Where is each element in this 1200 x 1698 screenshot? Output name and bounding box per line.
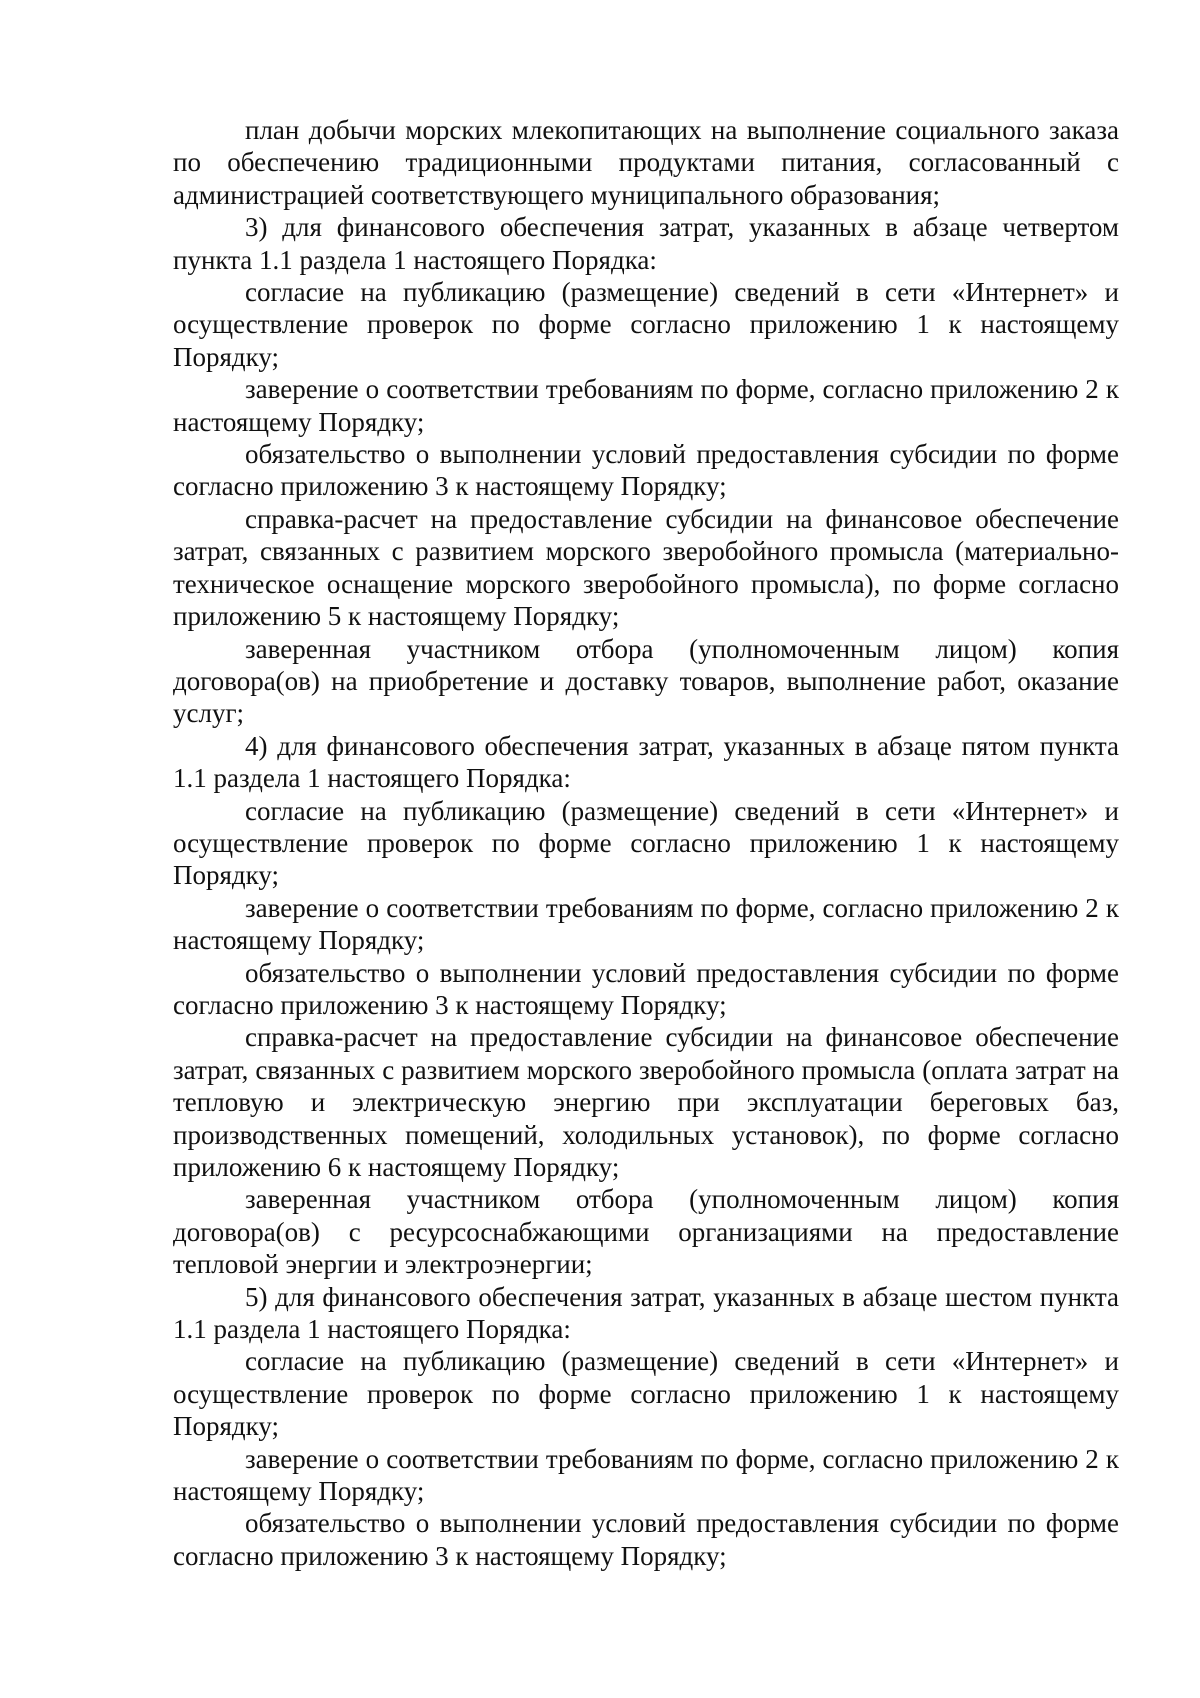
paragraph: 5) для финансового обеспечения затрат, указанных в абзаце шестом пункта 1.1 раздела 1 настоящего Порядка:	[173, 1281, 1119, 1345]
paragraph: заверенная участником отбора (уполномоченным лицом) копия договора(ов) с ресурсоснабжающими организациями на предоставление тепловой энергии и электроэнергии;	[173, 1184, 1119, 1280]
paragraph: обязательство о выполнении условий предоставления субсидии по форме согласно приложению 3 к настоящему Порядку;	[173, 957, 1119, 1020]
paragraph: согласие на публикацию (размещение) сведений в сети «Интернет» и осуществление проверок по форме согласно приложению 1 к настоящему Порядку;	[173, 1346, 1119, 1442]
paragraph: 4) для финансового обеспечения затрат, указанных в абзаце пятом пункта 1.1 раздела 1 настоящего Порядка:	[173, 730, 1119, 794]
paragraph: обязательство о выполнении условий предоставления субсидии по форме согласно приложению 3 к настоящему Порядку;	[173, 1508, 1119, 1571]
document-body	[173, 114, 1119, 1572]
paragraph: обязательство о выполнении условий предоставления субсидии по форме согласно приложению 3 к настоящему Порядку;	[173, 439, 1119, 502]
paragraph: заверение о соответствии требованиям по форме, согласно приложению 2 к настоящему Порядку;	[173, 1443, 1119, 1507]
paragraph: 3) для финансового обеспечения затрат, указанных в абзаце четвертом пункта 1.1 раздела 1 настоящего Порядка:	[173, 212, 1119, 275]
paragraph: согласие на публикацию (размещение) сведений в сети «Интернет» и осуществление проверок по форме согласно приложению 1 к настоящему Порядку;	[173, 277, 1119, 372]
paragraph: заверение о соответствии требованиям по форме, согласно приложению 2 к настоящему Порядку;	[173, 892, 1119, 956]
paragraph: заверение о соответствии требованиям по форме, согласно приложению 2 к настоящему Порядку;	[173, 374, 1119, 437]
paragraph: согласие на публикацию (размещение) сведений в сети «Интернет» и осуществление проверок по форме согласно приложению 1 к настоящему Порядку;	[173, 795, 1119, 891]
paragraph: план добычи морских млекопитающих на выполнение социального заказа по обеспечению традиционными продуктами питания, согласованный с администрацией соответствующего муниципального образования;	[173, 115, 1119, 210]
paragraph: справка-расчет на предоставление субсидии на финансовое обеспечение затрат, связанных с развитием морского зверобойного промысла (оплата затрат на тепловую и электрическую энергию при эксплуатации береговых баз, производственных помещений, холодильных установок), по форме согласно приложению 6 к настоящему Порядку;	[173, 1022, 1119, 1182]
paragraph: заверенная участником отбора (уполномоченным лицом) копия договора(ов) на приобретение и доставку товаров, выполнение работ, оказание услуг;	[173, 633, 1119, 729]
paragraph: справка-расчет на предоставление субсидии на финансовое обеспечение затрат, связанных с развитием морского зверобойного промысла (материально-техническое оснащение морского зверобойного промысла), по форме согласно приложению 5 к настоящему Порядку;	[173, 503, 1119, 632]
